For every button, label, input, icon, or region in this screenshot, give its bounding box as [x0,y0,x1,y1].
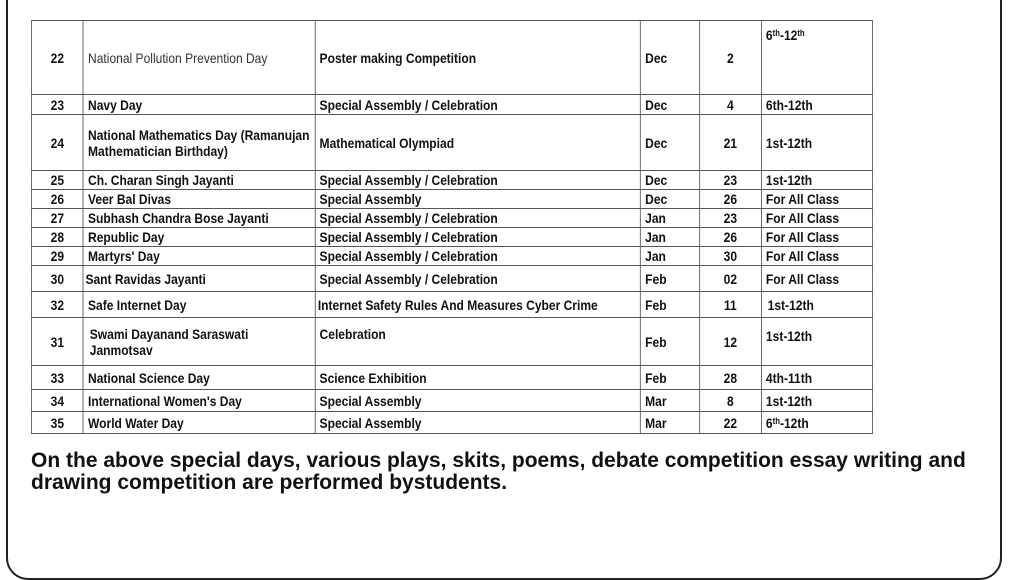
month: Jan [640,209,699,228]
activity: Special Assembly / Celebration [315,266,641,292]
grade: 1st-12th [761,318,872,366]
date: 28 [700,366,762,390]
date: 22 [700,412,762,434]
table-row [31,292,872,318]
table-row [31,171,872,190]
date: 23 [700,171,762,190]
date: 23 [700,209,762,228]
grade: For All Class [761,228,872,247]
table-row [31,366,872,390]
grade-start-suffix: th [772,415,780,426]
grade-start: 6 [765,414,773,431]
special-day-name: National Pollution Prevention Day [83,21,315,95]
date: 21 [700,115,762,171]
table-row [31,412,872,434]
month: Mar [640,390,699,412]
table-row [31,115,872,171]
row-number: 27 [31,209,83,228]
grade: 6th-12th [761,95,872,115]
month: Feb [640,318,699,366]
special-days-table [31,20,873,434]
date: 30 [700,247,762,266]
special-day-name: National Mathematics Day (Ramanujan Mathematician Birthday) [83,115,315,171]
activity: Science Exhibition [315,366,641,390]
table-row [31,228,872,247]
special-day-name: Navy Day [83,95,315,115]
activity: Special Assembly [315,390,641,412]
row-number: 24 [31,115,83,171]
grade-end: -12th [779,414,809,431]
table-row [31,95,872,115]
grade: For All Class [761,190,872,209]
grade-end-suffix: th [797,28,805,38]
row-number: 33 [31,366,83,390]
table-row [31,247,872,266]
date: 26 [700,228,762,247]
grade: 4th-11th [761,366,872,390]
grade-start: 6 [765,27,773,43]
grade: 1st-12th [761,115,872,171]
row-number: 26 [31,190,83,209]
special-day-name-text: Swami Dayanand Saraswati Janmotsav [89,325,249,358]
month: Dec [640,21,699,95]
date: 11 [700,292,762,318]
date: 02 [700,266,762,292]
table-row [31,266,872,292]
special-day-name: Veer Bal Divas [83,190,315,209]
row-number: 35 [31,412,83,434]
month: Feb [640,292,699,318]
special-day-name: Subhash Chandra Bose Jayanti [83,209,315,228]
activity: Special Assembly / Celebration [315,228,641,247]
table-row [31,21,872,95]
special-day-name: World Water Day [83,412,315,434]
date: 2 [700,21,762,95]
table-row [31,209,872,228]
special-day-name: National Science Day [83,366,315,390]
date: 12 [700,318,762,366]
month: Jan [640,247,699,266]
date: 26 [700,190,762,209]
row-number: 29 [31,247,83,266]
activity: Special Assembly / Celebration [315,247,641,266]
month: Dec [640,95,699,115]
month: Feb [640,266,699,292]
row-number: 22 [31,21,83,95]
special-day-name: Republic Day [83,228,315,247]
grade-end: -12 [779,27,798,43]
grade: For All Class [761,247,872,266]
month: Jan [640,228,699,247]
special-day-name: Sant Ravidas Jayanti [83,266,315,292]
row-number: 25 [31,171,83,190]
table-row [31,190,872,209]
month: Feb [640,366,699,390]
date: 8 [700,390,762,412]
row-number: 28 [31,228,83,247]
grade: 1st-12th [761,171,872,190]
row-number: 31 [31,318,83,366]
special-day-name: International Women's Day [83,390,315,412]
activity: Special Assembly [315,190,641,209]
date: 4 [700,95,762,115]
month: Dec [640,190,699,209]
special-day-name: Ch. Charan Singh Jayanti [83,171,315,190]
activity: Internet Safety Rules And Measures Cyber Crime [315,292,641,318]
row-number: 32 [31,292,83,318]
grade: 1st-12th [761,292,872,318]
special-day-name: Martyrs' Day [83,247,315,266]
footnote: On the above special days, various plays, skits, poems, debate competition essay writing and drawing competition are performed bystudents. [31,449,966,494]
activity: Special Assembly [315,412,641,434]
grade-start-suffix: th [772,28,780,38]
grade [761,21,872,95]
table-row [31,390,872,412]
month: Mar [640,412,699,434]
activity: Special Assembly / Celebration [315,171,641,190]
activity: Special Assembly / Celebration [315,95,641,115]
row-number: 34 [31,390,83,412]
grade: For All Class [761,209,872,228]
activity: Special Assembly / Celebration [315,209,641,228]
row-number: 23 [31,95,83,115]
grade: 1st-12th [761,390,872,412]
month: Dec [640,115,699,171]
special-day-name: Safe Internet Day [83,292,315,318]
activity: Celebration [315,318,641,366]
activity: Mathematical Olympiad [315,115,641,171]
table-row [31,318,872,366]
month: Dec [640,171,699,190]
special-day-name [83,318,315,366]
activity: Poster making Competition [315,21,641,95]
grade: For All Class [761,266,872,292]
grade [761,412,872,434]
row-number: 30 [31,266,83,292]
